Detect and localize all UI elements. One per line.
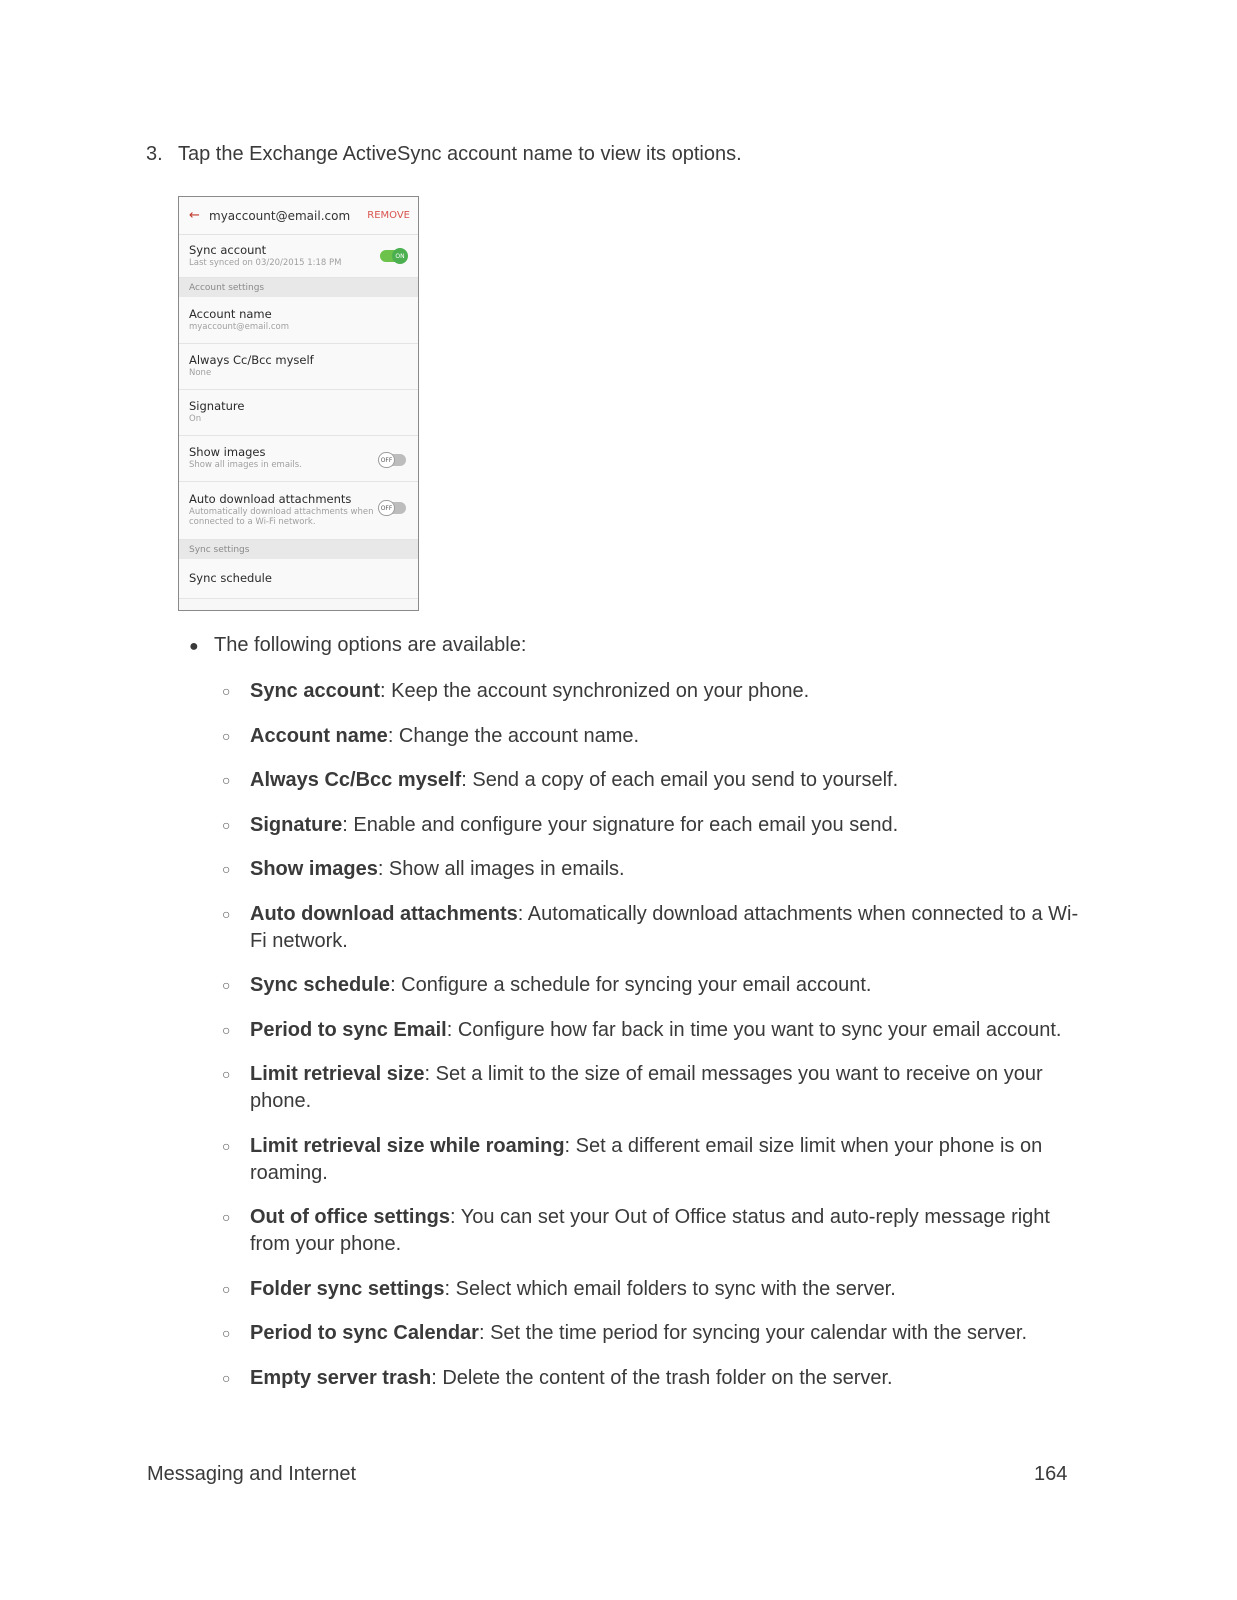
- option-text: [250, 856, 1080, 883]
- bullet-circle-icon: ○: [222, 1280, 231, 1297]
- signature-title: Signature: [189, 399, 245, 413]
- option-term: Period to sync Calendar: [250, 1322, 479, 1344]
- signature-row[interactable]: [179, 390, 418, 436]
- show-images-title: Show images: [189, 445, 266, 459]
- option-text: [250, 901, 1080, 955]
- option-term: Empty server trash: [250, 1366, 432, 1389]
- option-item: [222, 901, 1082, 955]
- option-description: : Set the time period for syncing your calendar with the server.: [478, 1322, 1028, 1344]
- option-description: : Set a different email size limit when your phone is on roaming.: [250, 1134, 1043, 1184]
- option-term: Out of office settings: [250, 1206, 450, 1228]
- option-term: Show images: [250, 858, 378, 880]
- option-term: Period to sync Email: [250, 1018, 447, 1041]
- option-item: [222, 972, 1082, 999]
- toggle-knob: OFF: [378, 500, 395, 516]
- auto-download-title: Auto download attachments: [189, 492, 352, 506]
- option-text: [250, 972, 1080, 999]
- option-term: Limit retrieval size while roaming: [250, 1134, 565, 1157]
- signature-subtitle: On: [189, 414, 202, 424]
- option-item: [222, 1061, 1082, 1115]
- bullet-circle-icon: ○: [222, 1066, 231, 1082]
- option-text: [250, 812, 1080, 839]
- remove-button[interactable]: REMOVE: [367, 210, 410, 221]
- bullet-dot: ●: [189, 638, 199, 655]
- auto-download-toggle[interactable]: [380, 502, 406, 514]
- auto-download-subtitle: Automatically download attachments when connected to a Wi-Fi network.: [189, 507, 374, 527]
- option-text: [250, 1276, 1080, 1303]
- option-term: Sync account: [250, 680, 381, 702]
- option-description: : Show all images in emails.: [377, 858, 625, 880]
- option-term: Account name: [250, 724, 388, 747]
- option-description: : Configure how far back in time you want to sync your email account.: [446, 1018, 1062, 1041]
- always-cc-row[interactable]: [179, 344, 418, 390]
- option-item: [222, 856, 1082, 883]
- show-images-subtitle: Show all images in emails.: [189, 460, 302, 470]
- option-item: [222, 1365, 1082, 1392]
- option-description: : Keep the account synchronized on your phone.: [380, 680, 810, 702]
- account-settings-screenshot: [178, 196, 419, 611]
- option-text: [250, 767, 1080, 794]
- account-name-subtitle: myaccount@email.com: [189, 322, 289, 332]
- auto-download-row[interactable]: [179, 482, 418, 540]
- sync-account-subtitle: Last synced on 03/20/2015 1:18 PM: [189, 258, 342, 268]
- option-description: : Select which email folders to sync with the server.: [444, 1277, 896, 1300]
- bullet-circle-icon: ○: [222, 683, 231, 699]
- toggle-knob: OFF: [378, 452, 395, 468]
- bullet-circle-icon: ○: [222, 1137, 231, 1154]
- account-email-title: myaccount@email.com: [209, 208, 351, 223]
- option-item: [222, 1017, 1082, 1044]
- screenshot-header: [179, 197, 418, 235]
- bullet-circle-icon: ○: [222, 816, 231, 833]
- option-description: : Configure a schedule for syncing your email account.: [390, 974, 872, 996]
- option-description: : Send a copy of each email you send to yourself.: [461, 769, 899, 791]
- sync-account-title: Sync account: [189, 243, 267, 257]
- option-item: [222, 1276, 1082, 1303]
- show-images-toggle[interactable]: [380, 454, 406, 466]
- option-term: Limit retrieval size: [250, 1063, 425, 1085]
- options-list: [222, 678, 1082, 1409]
- option-text: [250, 1061, 1080, 1115]
- step-number: 3.: [146, 143, 163, 165]
- option-text: [250, 1133, 1080, 1187]
- bullet-circle-icon: ○: [222, 1021, 231, 1038]
- bullet-circle-icon: ○: [222, 905, 231, 922]
- step-3: [146, 143, 742, 166]
- arrow-left-icon[interactable]: ←: [189, 208, 200, 223]
- account-settings-section: Account settings: [179, 278, 418, 297]
- option-text: [250, 678, 1080, 705]
- option-description: : Change the account name.: [387, 724, 640, 747]
- option-item: [222, 678, 1082, 705]
- option-item: [222, 812, 1082, 839]
- footer-section: Messaging and Internet: [147, 1463, 357, 1485]
- bullet-circle-icon: ○: [222, 727, 231, 744]
- option-term: Sync schedule: [250, 974, 391, 996]
- show-images-row[interactable]: [179, 436, 418, 482]
- option-description: : Delete the content of the trash folder on the server.: [431, 1366, 893, 1389]
- bullet-circle-icon: ○: [222, 977, 231, 993]
- option-description: : Automatically download attachments when connected to a Wi-Fi network.: [250, 902, 1079, 952]
- option-item: [222, 1204, 1082, 1258]
- option-term: Always Cc/Bcc myself: [250, 769, 462, 791]
- option-item: [222, 723, 1082, 750]
- bullet-circle-icon: ○: [222, 772, 231, 788]
- option-term: Signature: [250, 813, 343, 836]
- always-cc-subtitle: None: [189, 368, 212, 378]
- account-name-row[interactable]: [179, 297, 418, 344]
- bullet-circle-icon: ○: [222, 1209, 231, 1225]
- option-item: [222, 767, 1082, 794]
- option-term: Auto download attachments: [250, 902, 518, 925]
- option-term: Folder sync settings: [250, 1277, 445, 1300]
- bullet-circle-icon: ○: [222, 861, 231, 877]
- sync-account-toggle[interactable]: [380, 250, 406, 262]
- option-text: [250, 1365, 1080, 1392]
- option-text: [250, 1017, 1080, 1044]
- option-item: [222, 1133, 1082, 1187]
- option-description: : You can set your Out of Office status and auto-reply message right from your phone.: [250, 1206, 1050, 1255]
- page-number: 164: [1034, 1463, 1068, 1485]
- option-description: : Set a limit to the size of email messages you want to receive on your phone.: [250, 1063, 1043, 1112]
- step-text: Tap the Exchange ActiveSync account name to view its options.: [178, 143, 742, 165]
- toggle-knob: ON: [392, 248, 408, 264]
- option-item: [222, 1320, 1082, 1347]
- option-text: [250, 1204, 1080, 1258]
- option-text: [250, 723, 1080, 750]
- option-description: : Enable and configure your signature for each email you send.: [342, 813, 899, 836]
- always-cc-title: Always Cc/Bcc myself: [189, 353, 314, 367]
- sync-account-row[interactable]: [179, 235, 418, 278]
- sync-schedule-title: Sync schedule: [189, 571, 272, 585]
- sync-schedule-row[interactable]: [179, 559, 418, 599]
- account-name-title: Account name: [189, 307, 272, 321]
- option-text: [250, 1320, 1080, 1347]
- options-intro: [189, 634, 526, 657]
- sync-settings-section: Sync settings: [179, 540, 418, 559]
- bullet-circle-icon: ○: [222, 1369, 231, 1386]
- bullet-circle-icon: ○: [222, 1325, 231, 1341]
- options-intro-text: The following options are available:: [214, 634, 527, 656]
